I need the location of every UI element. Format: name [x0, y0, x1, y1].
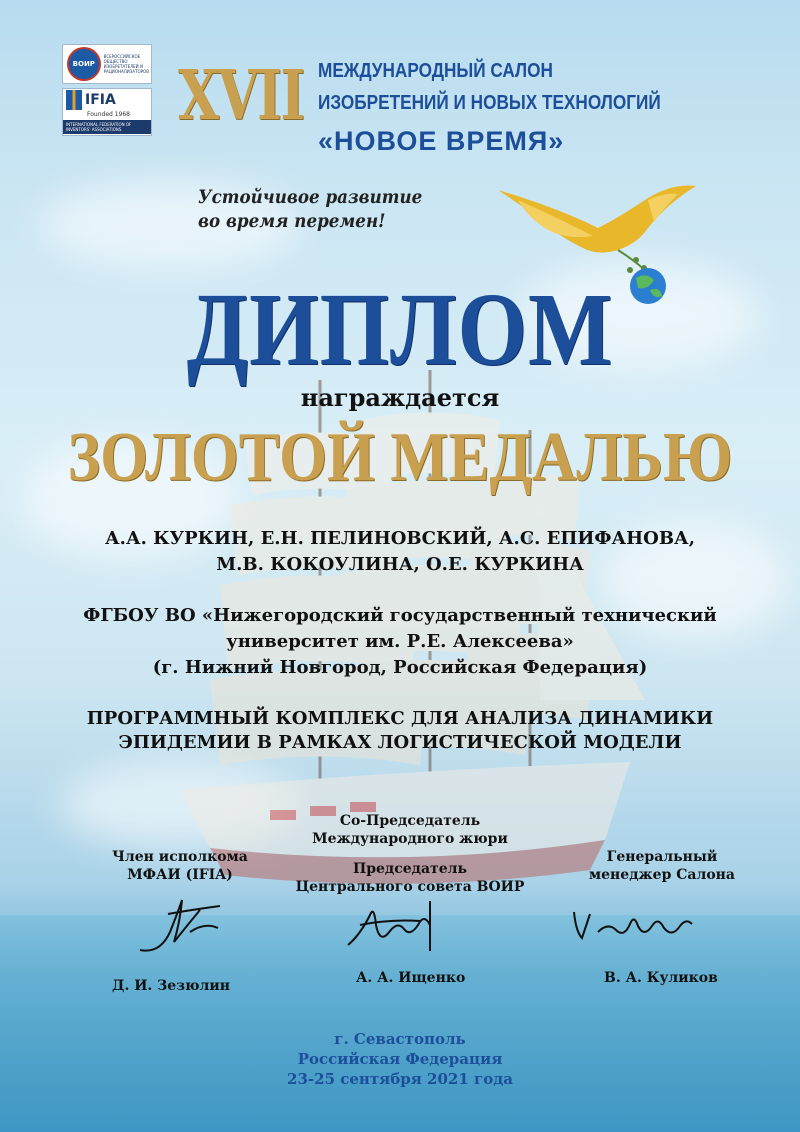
right-signer-name: В. А. Куликов [604, 970, 718, 986]
medal-title: ЗОЛОТОЙ МЕДАЛЬЮ [67, 419, 733, 496]
organization-line2: университет им. Р.Е. Алексеева» [226, 631, 574, 652]
center-role-line2: Центрального совета ВОИР [295, 879, 525, 895]
center-role-line1: Председатель [352, 861, 468, 877]
footer-dates: 23-25 сентября 2021 года [287, 1070, 513, 1088]
left-role-line1: Член исполкома [112, 849, 248, 865]
organization-location: (г. Нижний Новгород, Российская Федерация) [152, 657, 648, 678]
awarded-text: награждается [300, 383, 500, 412]
ifia-founded-text: Founded 1968 [87, 111, 130, 118]
diploma-title: ДИПЛОМ [186, 272, 614, 387]
project-title-line2: ЭПИДЕМИИ В РАМКАХ ЛОГИСТИЧЕСКОЙ МОДЕЛИ [118, 732, 682, 753]
footer-city: г. Севастополь [334, 1030, 466, 1048]
voir-logo-text: ВСЕРОССИЙСКОЕ ОБЩЕСТВО ИЗОБРЕТАТЕЛЕЙ И РАЦИОНАЛИЗАТОРОВ [103, 54, 149, 74]
ifia-logo-word: IFIA [85, 92, 116, 108]
project-title-line1: ПРОГРАММНЫЙ КОМПЛЕКС ДЛЯ АНАЛИЗА ДИНАМИКИ [86, 708, 714, 729]
right-signature [568, 902, 698, 952]
left-role-line2: МФАИ (IFIA) [127, 867, 233, 883]
center-signer-name: А. А. Ищенко [356, 970, 466, 986]
cochair-role [290, 812, 530, 848]
footer-country: Российская Федерация [297, 1050, 503, 1068]
ifia-full-name: INTERNATIONAL FEDERATION OF INVENTORS' ASSOCIATIONS [63, 120, 151, 134]
left-signer-role [100, 848, 260, 884]
salon-title-line1: МЕЖДУНАРОДНЫЙ САЛОН [318, 60, 553, 82]
cochair-role-line1: Со-Председатель [339, 813, 481, 829]
authors-line2: М.В. КОКОУЛИНА, О.Е. КУРКИНА [216, 554, 584, 575]
center-signer-role [290, 860, 530, 896]
edition-number: XVII [178, 56, 304, 136]
voir-logo [62, 44, 152, 84]
center-signature [340, 895, 460, 955]
slogan-line1: Устойчивое развитие [198, 186, 423, 208]
voir-emblem: ВОИР [67, 47, 101, 81]
left-signer-name: Д. И. Зезюлин [112, 978, 230, 994]
right-role-line1: Генеральный [606, 849, 718, 865]
right-signer-role [572, 848, 752, 884]
salon-name: «НОВОЕ ВРЕМЯ» [318, 126, 565, 156]
slogan-line2: во время перемен! [198, 210, 386, 232]
cochair-role-line2: Международного жюри [312, 831, 508, 847]
right-role-line2: менеджер Салона [588, 867, 735, 883]
authors-line1: А.А. КУРКИН, Е.Н. ПЕЛИНОВСКИЙ, А.С. ЕПИФАНОВА, [105, 528, 695, 549]
ifia-emblem [66, 90, 82, 110]
organization-line1: ФГБОУ ВО «Нижегородский государственный технический [83, 605, 717, 626]
left-signature [130, 892, 240, 962]
ifia-logo [62, 88, 152, 136]
salon-title-line2: ИЗОБРЕТЕНИЙ И НОВЫХ ТЕХНОЛОГИЙ [318, 92, 661, 114]
